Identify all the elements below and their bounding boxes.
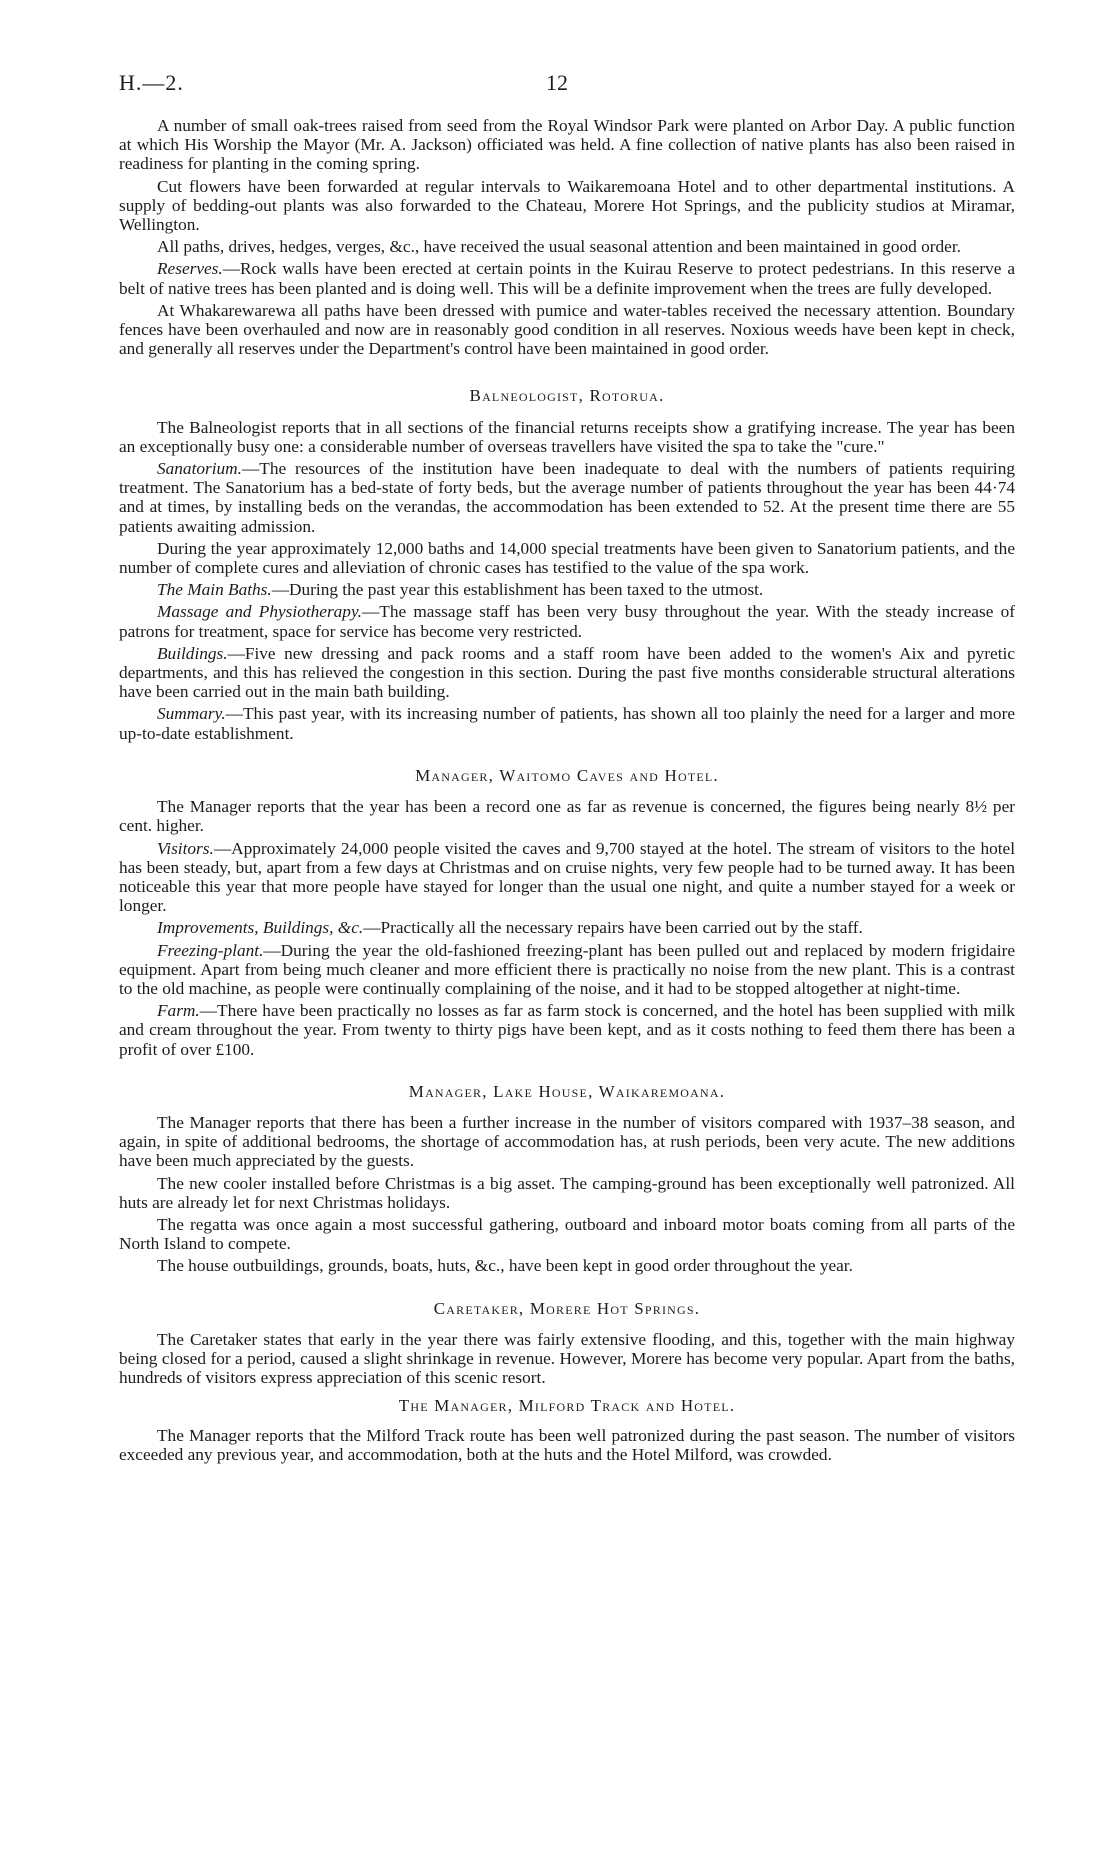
section-heading: Manager, Waitomo Caves and Hotel. [415,765,719,785]
paragraph-text: The regatta was once again a most successful gathering, outboard and inboard motor boats coming from all parts of the North Island to compete. [119,1214,1015,1254]
subsection-paragraph [119,1001,1015,1059]
paragraph [119,1426,1015,1464]
paragraph [119,1174,1015,1212]
subsection-paragraph [119,918,1015,937]
paragraph-text: The Manager reports that the year has been a record one as far as revenue is concerned, the figures being nearly 8½ per cent. higher. [119,797,1015,836]
paragraph-text: A number of small oak-trees raised from seed from the Royal Windsor Park were planted on Arbor Day. A public function at which His Worship the Mayor (Mr. A. Jackson) officiated was held. A fine collection of native plants has also been raised in readiness for planting in the coming spring. [119,116,1015,174]
paragraph [119,1330,1015,1388]
paragraph [119,1113,1015,1171]
paragraph [119,797,1015,835]
paragraph [119,1256,1015,1275]
paragraph-text: —This past year, with its increasing number of patients, has shown all too plainly the need for a larger and more up-to-date establishment. [119,704,1015,743]
section-heading: Manager, Lake House, Waikaremoana. [408,1081,726,1101]
subsection-paragraph [119,259,1015,297]
paragraph-text: —Five new dressing and pack rooms and a staff room have been added to the women's Aix and pyretic departments, and this has relieved the congestion in this section. During the past five months considerable structural alterations have been carried out in the main bath building. [119,643,1015,702]
paragraph-text: —Approximately 24,000 people visited the caves and 9,700 stayed at the hotel. The stream of visitors to the hotel has been steady, but, apart from a few days at Christmas and on cruise nights, very few people had to be turned away. It has been noticeable this year that more people have stayed for longer than the usual one night, and quite a number stayed for a week or longer. [119,838,1015,916]
paragraph-text: The Manager reports that the Milford Track route has been well patronized during the past season. The number of visitors exceeded any previous year, and accommodation, both at the huts and the Hotel Milford, was crowded. [119,1425,1015,1464]
paragraph-lead: Sanatorium. [157,459,242,479]
page-header [119,70,995,100]
paragraph-text: The new cooler installed before Christmas is a big asset. The camping-ground has been exceptionally well patronized. All huts are already let for next Christmas holidays. [119,1173,1015,1212]
paragraph-text: During the year approximately 12,000 baths and 14,000 special treatments have been given to Sanatorium patients, and the number of complete cures and alleviation of chronic cases has testified to the value of the spa work. [119,538,1015,578]
page-number: 12 [546,70,568,95]
paragraph-text: Cut flowers have been forwarded at regular intervals to Waikaremoana Hotel and to other departmental institutions. A supply of bedding-out plants was also forwarded to the Chateau, Morere Hot Springs, and the publicity studios at Miramar, Wellington. [119,176,1015,235]
subsection-paragraph [119,459,1015,536]
paragraph [119,177,1015,235]
subsection-paragraph [119,839,1015,916]
paragraph-lead: Reserves. [157,259,223,279]
report-body [119,116,1015,1464]
paragraph [119,301,1015,359]
paragraph [119,237,1015,256]
paragraph-lead: Visitors. [157,838,214,858]
subsection-paragraph [119,580,1015,599]
paragraph-lead: Improvements, Buildings, &c. [157,918,364,938]
paragraph-text: —During the past year this establishment has been taxed to the utmost. [271,580,764,600]
paragraph-text: —Practically all the necessary repairs have been carried out by the staff. [363,918,863,938]
paragraph-text: —During the year the old-fashioned freezing-plant has been pulled out and replaced by modern frigidaire equipment. Apart from being much cleaner and more efficient there is practically no noise from the new plant. This is a contrast to the old machine, as people were continually complaining of the noise, and it had to be stopped altogether at night-time. [119,940,1015,998]
paragraph [119,1215,1015,1253]
paragraph-lead: Massage and Physiotherapy. [157,602,362,622]
paragraph-lead: Buildings. [157,643,228,663]
paragraph-text: All paths, drives, hedges, verges, &c., have received the usual seasonal attention and been maintained in good order. [157,237,961,257]
paragraph-text: —There have been practically no losses as far as farm stock is concerned, and the hotel has been supplied with milk and cream throughout the year. From twenty to thirty pigs have been kept, and as it costs nothing to feed them there has been a profit of over £100. [119,1001,1015,1059]
paragraph-lead: Farm. [157,1001,200,1021]
paragraph-lead: The Main Baths. [157,580,272,600]
paragraph-text: —The massage staff has been very busy throughout the year. With the steady increase of patrons for treatment, space for service has become very restricted. [119,602,1015,641]
section-heading: Balneologist, Rotorua. [469,386,665,406]
paragraph [119,116,1015,174]
document-reference: H.—2. [119,70,184,95]
paragraph-text: —The resources of the institution have been inadequate to deal with the numbers of patients requiring treatment. The Sanatorium has a bed-state of forty beds, but the average number of patients throughout the year has been 44·74 and at times, by installing beds on the verandas, the accommodation has been extended to 52. At the present time there are 55 patients awaiting admission. [119,459,1015,536]
paragraph-text: The house outbuildings, grounds, boats, huts, &c., have been kept in good order throughout the year. [157,1256,853,1276]
paragraph-text: The Manager reports that there has been a further increase in the number of visitors compared with 1937–38 season, and again, in spite of additional bedrooms, the shortage of accommodation has, at rush periods, been very acute. The new additions have been much appreciated by the guests. [119,1112,1015,1171]
paragraph [119,539,1015,577]
subsection-paragraph [119,941,1015,999]
section-heading: The Manager, Milford Track and Hotel. [398,1396,736,1416]
section-heading: Caretaker, Morere Hot Springs. [433,1298,701,1318]
paragraph-lead: Summary. [157,704,226,724]
paragraph-text: —Rock walls have been erected at certain points in the Kuirau Reserve to protect pedestrians. In this reserve a belt of native trees has been planted and is doing well. This will be a definite improvement when the trees are fully developed. [119,259,1015,298]
subsection-paragraph [119,644,1015,702]
paragraph-lead: Freezing-plant. [157,940,264,960]
paragraph-text: At Whakarewarewa all paths have been dressed with pumice and water-tables received the necessary attention. Boundary fences have been overhauled and now are in reasonably good condition in all reserves. Noxious weeds have been kept in check, and generally all reserves under the Department's control have been maintained in good order. [119,300,1015,359]
paragraph-text: The Caretaker states that early in the year there was fairly extensive flooding, and this, together with the main highway being closed for a period, caused a slight shrinkage in revenue. However, Morere has become very popular. Apart from the baths, hundreds of visitors express appreciation of this scenic resort. [119,1329,1015,1388]
subsection-paragraph [119,602,1015,640]
paragraph-text: The Balneologist reports that in all sections of the financial returns receipts show a gratifying increase. The year has been an exceptionally busy one: a considerable number of overseas travellers have visited the spa to take the "cure." [119,417,1015,456]
subsection-paragraph [119,704,1015,742]
paragraph [119,418,1015,456]
